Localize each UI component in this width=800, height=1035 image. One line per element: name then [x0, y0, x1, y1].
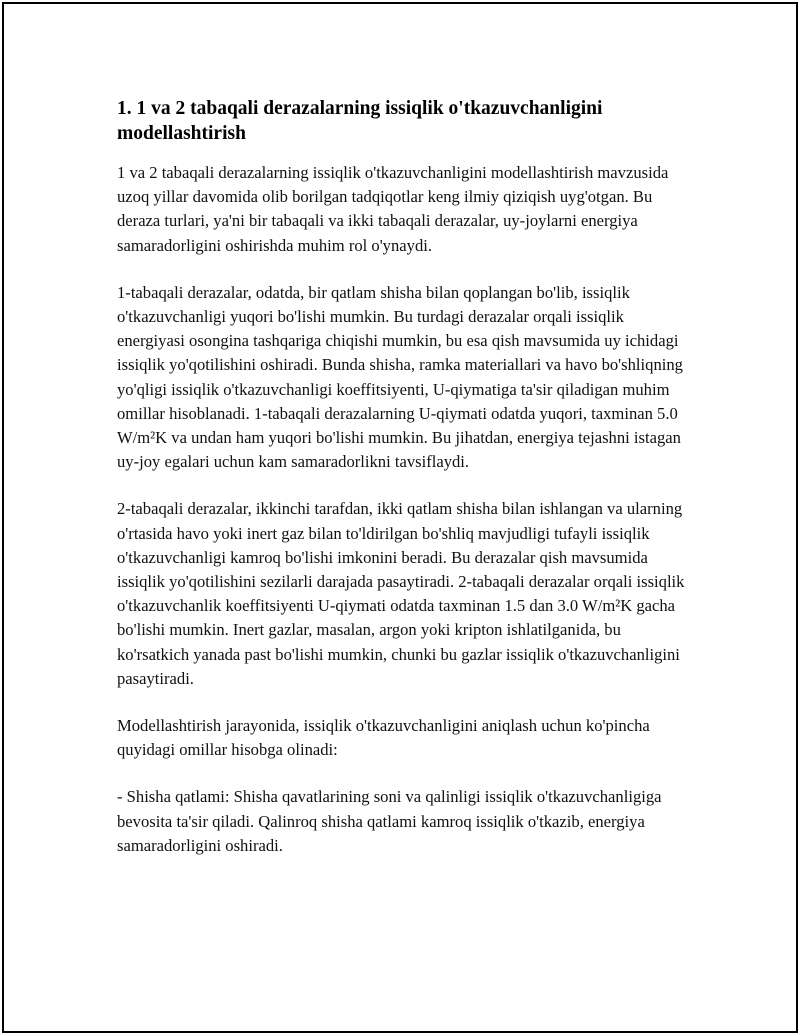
document-title: 1. 1 va 2 tabaqali derazalarning issiqlik o'tkazuvchanligini modellashtirish [117, 98, 603, 144]
paragraph-double-pane: 2-tabaqali derazalar, ikkinchi tarafdan, ikki qatlam shisha bilan ishlangan va ularning o'rtasida havo yoki inert gaz bilan to'ldirilgan bo'shliq mavjudligi tufayli issiqlik o'tkazuvchanligi kamroq bo'lishi imkonini beradi. Bu derazalar qish mavsumida issiqlik yo'qotilishini sezilarli darajada pasaytiradi. 2-tabaqali derazalar orqali issiqlik o'tkazuvchanlik koeffitsiyenti U-qiymati odatda taxminan 1.5 dan 3.0 W/m²K gacha bo'lishi mumkin. Inert gazlar, masalan, argon yoki kripton ishlatilganida, bu ko'rsatkich yanada past bo'lishi mumkin, chunki bu gazlar issiqlik o'tkazuvchanligini pasaytiradi. [117, 499, 685, 688]
paragraph-intro: 1 va 2 tabaqali derazalarning issiqlik o'tkazuvchanligini modellashtirish mavzusida uzoq yillar davomida olib borilgan tadqiqotlar keng ilmiy qiziqish uyg'otgan. Bu deraza turlari, ya'ni bir tabaqali va ikki tabaqali derazalar, uy-joylarni energiya samaradorligini oshirishda muhim rol o'ynaydi. [117, 163, 669, 255]
paragraph-single-pane: 1-tabaqali derazalar, odatda, bir qatlam shisha bilan qoplangan bo'lib, issiqlik o'tkazuvchanligi yuqori bo'lishi mumkin. Bu turdagi derazalar orqali issiqlik energiyasi osongina tashqariga chiqishi mumkin, bu esa qish mavsumida uy ichidagi issiqlik yo'qotilishini oshiradi. Bunda shisha, ramka materiallari va havo bo'shliqning yo'qligi issiqlik o'tkazuvchanligi koeffitsiyenti, U-qiymatiga ta'sir qiladigan muhim omillar hisoblanadi. 1-tabaqali derazalarning U-qiymati odatda yuqori, taxminan 5.0 W/m²K va undan ham yuqori bo'lishi mumkin. Bu jihatdan, energiya tejashni istagan uy-joy egalari uchun kam samaradorlikni tavsiflaydi. [117, 282, 683, 472]
paragraph-glass-layer: - Shisha qatlami: Shisha qavatlarining soni va qalinligi issiqlik o'tkazuvchanligiga bevosita ta'sir qiladi. Qalinroq shisha qatlami kamroq issiqlik o'tkazib, energiya samaradorligini oshiradi. [117, 787, 662, 855]
paragraph-modeling-factors: Modellashtirish jarayonida, issiqlik o'tkazuvchanligini aniqlash uchun ko'pincha quyidagi omillar hisobga olinadi: [117, 716, 650, 760]
document-body [117, 96, 685, 881]
